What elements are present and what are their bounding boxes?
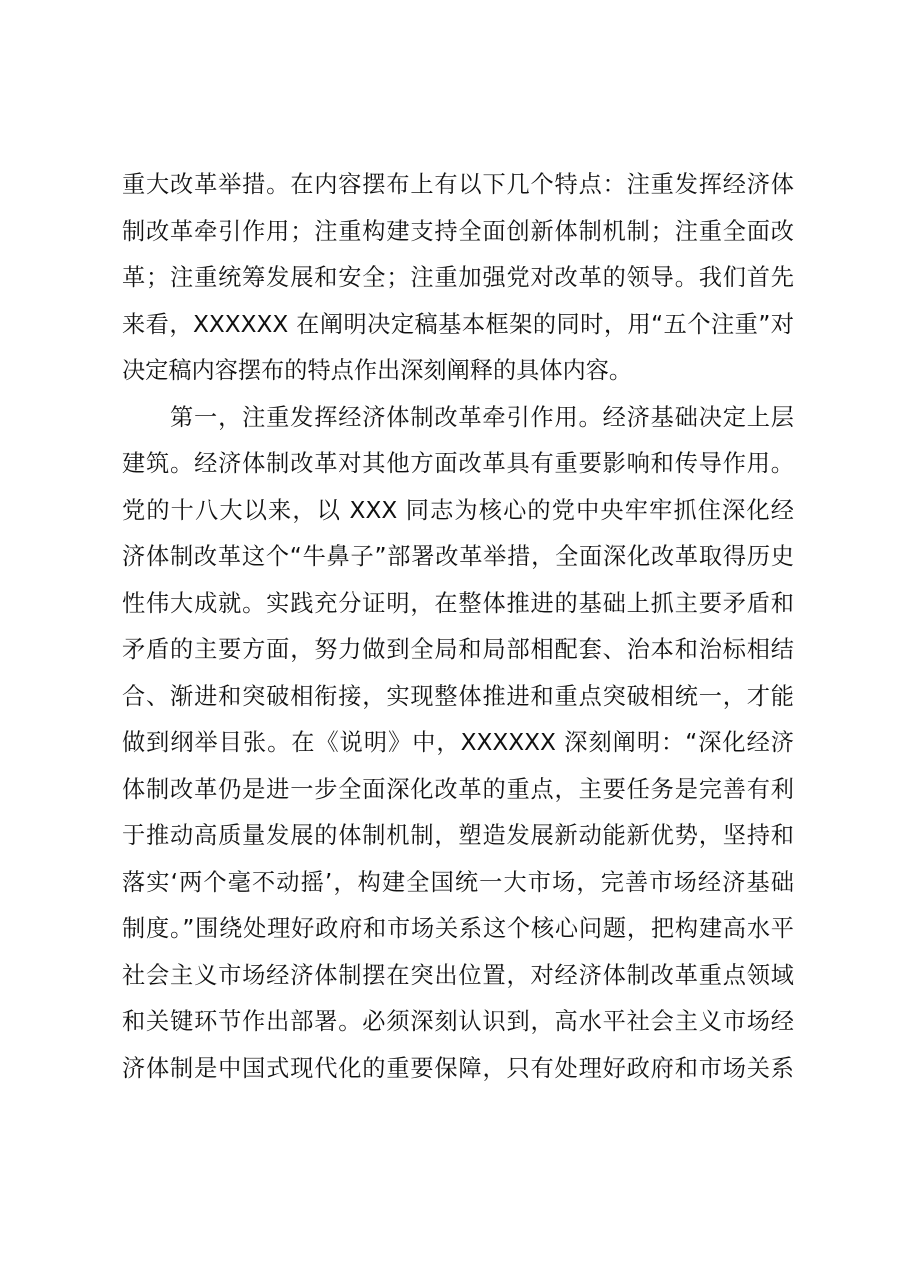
text-line: 体制改革仍是进一步全面深化改革的重点，主要任务是完善有利 [122, 775, 794, 803]
text-line: 济体制是中国式现代化的重要保障，只有处理好政府和市场关系 [122, 1054, 794, 1082]
text-line: 于推动高质量发展的体制机制，塑造发展新动能新优势，坚持和 [122, 822, 794, 849]
text-line: 重大改革举措。在内容摆布上有以下几个特点：注重发挥经济体 [122, 171, 794, 198]
text-line: 矛盾的主要方面，努力做到全局和局部相配套、治本和治标相结 [122, 636, 794, 663]
text-line: 制度。”围绕处理好政府和市场关系这个核心问题，把构建高水平 [122, 915, 794, 942]
text-line: 来看，XXXXXX 在阐明决定稿基本框架的同时，用“五个注重”对 [122, 310, 794, 338]
text-line: 制改革牵引作用；注重构建支持全面创新体制机制；注重全面改 [122, 217, 794, 245]
paragraph-first-line: 第一，注重发挥经济体制改革牵引作用。经济基础决定上层 [170, 403, 794, 431]
text-line: 社会主义市场经济体制摆在突出位置，对经济体制改革重点领域 [122, 961, 794, 989]
text-line: 济体制改革这个“牛鼻子”部署改革举措，全面深化改革取得历史 [122, 543, 794, 570]
text-line: 革；注重统筹发展和安全；注重加强党对改革的领导。我们首先 [122, 264, 794, 291]
text-line: 落实‘两个毫不动摇’，构建全国统一大市场，完善市场经济基础 [122, 868, 794, 896]
text-line: 做到纲举目张。在《说明》中，XXXXXX 深刻阐明：“深化经济 [122, 729, 794, 756]
text-line: 性伟大成就。实践充分证明，在整体推进的基础上抓主要矛盾和 [122, 589, 794, 617]
body-text [122, 162, 794, 1092]
text-line: 决定稿内容摆布的特点作出深刻阐释的具体内容。 [122, 357, 633, 384]
text-line: 和关键环节作出部署。必须深刻认识到，高水平社会主义市场经 [122, 1008, 794, 1035]
text-line: 党的十八大以来，以 XXX 同志为核心的党中央牢牢抓住深化经 [122, 496, 794, 524]
text-line: 合、渐进和突破相衔接，实现整体推进和重点突破相统一，才能 [122, 682, 794, 710]
text-line: 建筑。经济体制改革对其他方面改革具有重要影响和传导作用。 [122, 450, 794, 477]
